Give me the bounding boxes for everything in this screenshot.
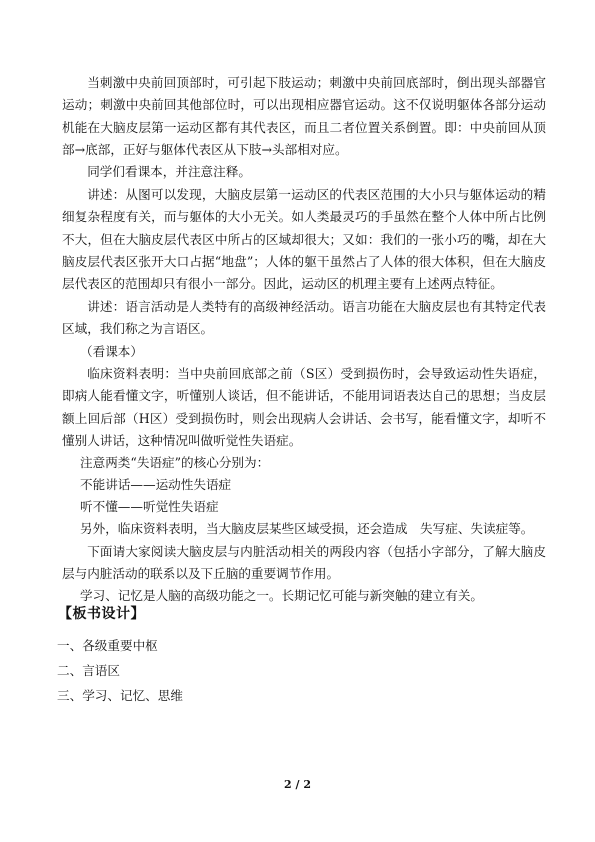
- paragraph-read-textbook: 同学们看课本，并注意注释。: [87, 164, 251, 179]
- board-design-heading: 【板书设计】: [58, 606, 145, 622]
- paragraph-aphasia-core: 注意两类“失语症”的核心分别为：: [80, 455, 270, 470]
- board-design-item-3: 三、学习、记忆、思维: [57, 688, 183, 703]
- paragraph-motor-aphasia: 不能讲话——运动性失语症: [80, 477, 232, 492]
- paragraph-see-textbook: （看课本）: [80, 344, 143, 359]
- board-design-item-2: 二、言语区: [57, 663, 120, 678]
- paragraph-visceral-activity: 下面请大家阅读大脑皮层与内脏活动相关的两段内容（包括小字部分，了解大脑皮层与内脏活动的联系以及下丘脑的重要调节作用。: [62, 544, 546, 582]
- paragraph-language-area: 讲述：语言活动是人类特有的高级神经活动。语言功能在大脑皮层也有其特定代表区域，我们称之为言语区。: [62, 299, 546, 337]
- paragraph-motor-cortex-stimulation: 当刺激中央前回顶部时，可引起下肢运动；刺激中央前回底部时，倒出现头部器官运动；刺激中央前回其他部位时，可以出现相应器官运动。这不仅说明躯体各部分运动机能在大脑皮层第一运动区都有其代表区，而且二者位置关系倒置。即：中央前回从顶部→底部，正好与躯体代表区从下肢→头部相对应。: [62, 75, 546, 157]
- paragraph-learning-memory: 学习、记忆是人脑的高级功能之一。长期记忆可能与新突触的建立有关。: [80, 588, 483, 603]
- board-design-item-1: 一、各级重要中枢: [57, 638, 158, 653]
- page-number: 2 / 2: [284, 778, 311, 791]
- paragraph-representation-area: 讲述：从图可以发现，大脑皮层第一运动区的代表区范围的大小只与躯体运动的精细复杂程度有关，而与躯体的大小无关。如人类最灵巧的手虽然在整个人体中所占比例不大，但在大脑皮层代表区中所占的区域却很大；又如：我们的一张小巧的嘴，却在大脑皮层代表区张开大口占据“地盘”；人体的躯干虽然占了人体的很大体积，但在大脑皮层代表区的范围却只有很小一部分。因此，运动区的机理主要有上述两点特征。: [62, 187, 546, 292]
- paragraph-agraphia-alexia: 另外，临床资料表明，当大脑皮层某些区域受损，还会造成 失写症、失读症等。: [80, 521, 534, 536]
- paragraph-clinical-aphasia: 临床资料表明：当中央前回底部之前（S区）受到损伤时，会导致运动性失语症，即病人能看懂文字，听懂别人谈话，但不能讲话，不能用词语表达自己的思想；当皮层额上回后部（H区）受到损伤时，则会出现病人会讲话、会书写，能看懂文字，却听不懂别人讲话，这种情况叫做听觉性失语症。: [62, 366, 546, 448]
- paragraph-auditory-aphasia: 听不懂——听觉性失语症: [80, 499, 219, 514]
